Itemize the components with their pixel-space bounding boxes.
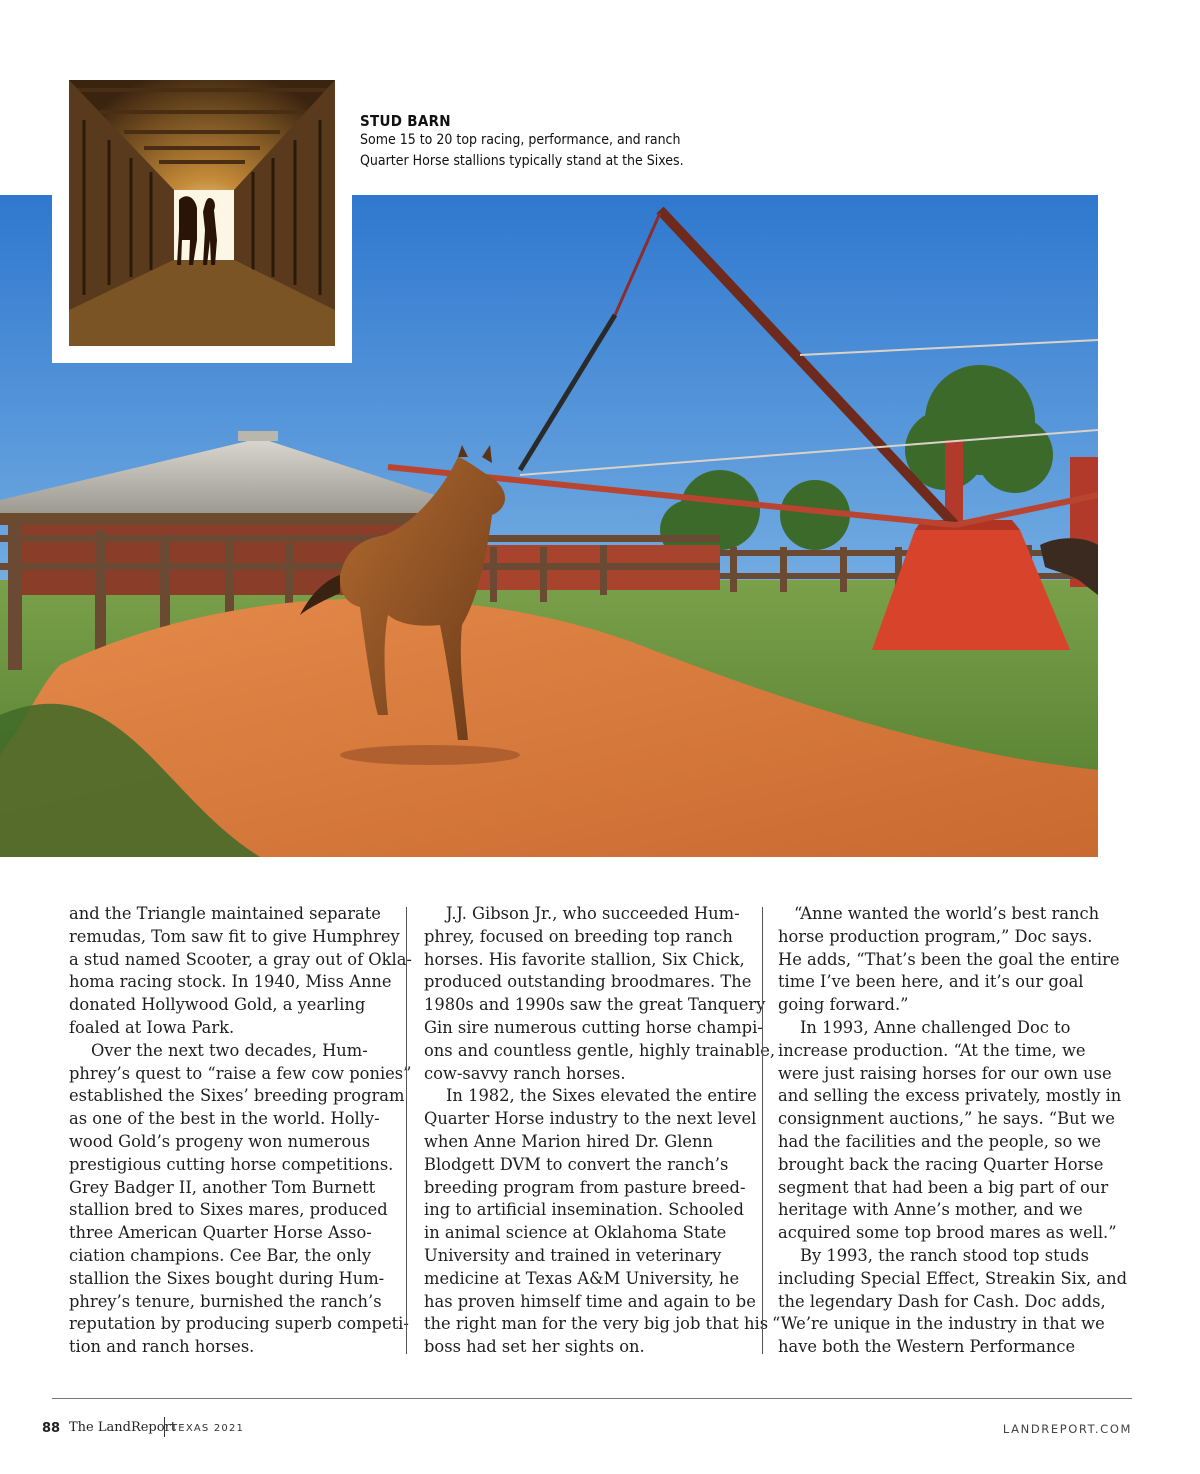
- text-line: had the facilities and the people, so we: [778, 1131, 1102, 1151]
- text-line: and selling the excess privately, mostly in: [778, 1086, 1122, 1106]
- paragraph: [69, 903, 412, 1040]
- paragraph: [424, 903, 776, 1085]
- text-line: as one of the best in the world. Holly-: [69, 1109, 380, 1129]
- text-line: “We’re unique in the industry in that we: [772, 1314, 1105, 1334]
- column-divider: [762, 907, 763, 1354]
- text-line: time I’ve been here, and it’s our goal: [778, 972, 1084, 992]
- text-line: has proven himself time and again to be: [424, 1291, 756, 1311]
- text-line: ing to artificial insemination. Schooled: [424, 1200, 744, 1220]
- text-line: acquired some top brood mares as well.”: [778, 1223, 1117, 1243]
- text-line: phrey’s quest to “raise a few cow ponies”: [69, 1063, 412, 1083]
- text-line: Gin sire numerous cutting horse champi-: [424, 1017, 763, 1037]
- text-line: breeding program from pasture breed-: [424, 1177, 746, 1197]
- inset-photo-stud-barn: [69, 80, 335, 346]
- text-line: brought back the racing Quarter Horse: [778, 1154, 1104, 1174]
- footer-rule: [52, 1398, 1132, 1399]
- caption-line: Quarter Horse stallions typically stand at the Sixes.: [360, 153, 684, 169]
- text-line: in animal science at Oklahoma State: [424, 1223, 727, 1243]
- article-column-2: [424, 903, 776, 1359]
- paragraph: [772, 1245, 1128, 1359]
- caption-title: STUD BARN: [360, 112, 451, 130]
- text-line: reputation by producing superb competi-: [69, 1314, 409, 1334]
- text-line: donated Hollywood Gold, a yearling: [69, 995, 366, 1015]
- paragraph: [772, 903, 1120, 1017]
- text-line: “Anne wanted the world’s best ranch: [794, 904, 1100, 923]
- text-line: when Anne Marion hired Dr. Glenn: [424, 1131, 714, 1151]
- text-line: a stud named Scooter, a gray out of Okla-: [69, 949, 412, 969]
- text-line: J.J. Gibson Jr., who succeeded Hum-: [446, 904, 740, 923]
- text-line: consignment auctions,” he says. “But we: [778, 1109, 1115, 1129]
- text-line: 1980s and 1990s saw the great Tanquery: [424, 995, 766, 1015]
- publication-name: The LandReport: [69, 1420, 177, 1435]
- text-line: including Special Effect, Streakin Six, and: [778, 1268, 1128, 1288]
- text-line: boss had set her sights on.: [424, 1337, 645, 1357]
- text-line: Over the next two decades, Hum-: [91, 1040, 368, 1060]
- text-line: the right man for the very big job that his: [424, 1314, 769, 1334]
- text-line: and the Triangle maintained separate: [69, 904, 381, 923]
- text-line: He adds, “That’s been the goal the entire: [778, 949, 1120, 969]
- text-line: medicine at Texas A&M University, he: [424, 1268, 740, 1288]
- text-line: In 1982, the Sixes elevated the entire: [446, 1086, 757, 1106]
- text-line: prestigious cutting horse competitions.: [69, 1154, 394, 1174]
- page-number: 88: [42, 1421, 61, 1436]
- text-line: were just raising horses for our own use: [778, 1063, 1112, 1083]
- text-line: phrey’s tenure, burnished the ranch’s: [69, 1291, 382, 1311]
- text-line: going forward.”: [778, 995, 909, 1015]
- text-line: Blodgett DVM to convert the ranch’s: [424, 1154, 729, 1174]
- footer-separator: [164, 1417, 165, 1437]
- text-line: remudas, Tom saw fit to give Humphrey: [69, 926, 400, 946]
- text-line: tion and ranch horses.: [69, 1337, 255, 1357]
- caption-line: Some 15 to 20 top racing, performance, and ranch: [360, 132, 681, 148]
- text-line: established the Sixes’ breeding program: [69, 1086, 405, 1106]
- text-line: ons and countless gentle, highly trainable,: [424, 1040, 776, 1060]
- article-column-3: [772, 903, 1128, 1359]
- paragraph: [772, 1017, 1122, 1245]
- text-line: phrey, focused on breeding top ranch: [424, 926, 733, 946]
- text-line: In 1993, Anne challenged Doc to: [800, 1017, 1071, 1037]
- text-line: ciation champions. Cee Bar, the only: [69, 1245, 372, 1265]
- text-line: produced outstanding broodmares. The: [424, 972, 752, 992]
- paragraph: [424, 1085, 769, 1359]
- text-line: foaled at Iowa Park.: [69, 1017, 235, 1037]
- article-column-1: [69, 903, 412, 1359]
- paragraph: [69, 1040, 412, 1359]
- text-line: the legendary Dash for Cash. Doc adds,: [778, 1291, 1106, 1311]
- text-line: By 1993, the ranch stood top studs: [800, 1245, 1089, 1265]
- text-line: stallion bred to Sixes mares, produced: [69, 1200, 388, 1220]
- text-line: three American Quarter Horse Asso-: [69, 1223, 372, 1243]
- text-line: University and trained in veterinary: [424, 1245, 722, 1265]
- text-line: stallion the Sixes bought during Hum-: [69, 1268, 385, 1288]
- text-line: increase production. “At the time, we: [778, 1040, 1086, 1060]
- text-line: Grey Badger II, another Tom Burnett: [69, 1177, 376, 1197]
- text-line: wood Gold’s progeny won numerous: [69, 1131, 371, 1151]
- photo-caption: [360, 112, 760, 172]
- text-line: homa racing stock. In 1940, Miss Anne: [69, 972, 392, 992]
- text-line: cow-savvy ranch horses.: [424, 1063, 626, 1083]
- website-link[interactable]: LANDREPORT.COM: [1002, 1422, 1132, 1436]
- column-divider: [406, 907, 407, 1354]
- text-line: horses. His favorite stallion, Six Chick,: [424, 949, 745, 969]
- issue-label: TEXAS 2021: [171, 1423, 245, 1434]
- text-line: Quarter Horse industry to the next level: [424, 1109, 757, 1129]
- text-line: segment that had been a big part of our: [778, 1177, 1109, 1197]
- text-line: horse production program,” Doc says.: [778, 926, 1093, 946]
- text-line: have both the Western Performance: [778, 1337, 1076, 1357]
- text-line: heritage with Anne’s mother, and we: [778, 1200, 1083, 1220]
